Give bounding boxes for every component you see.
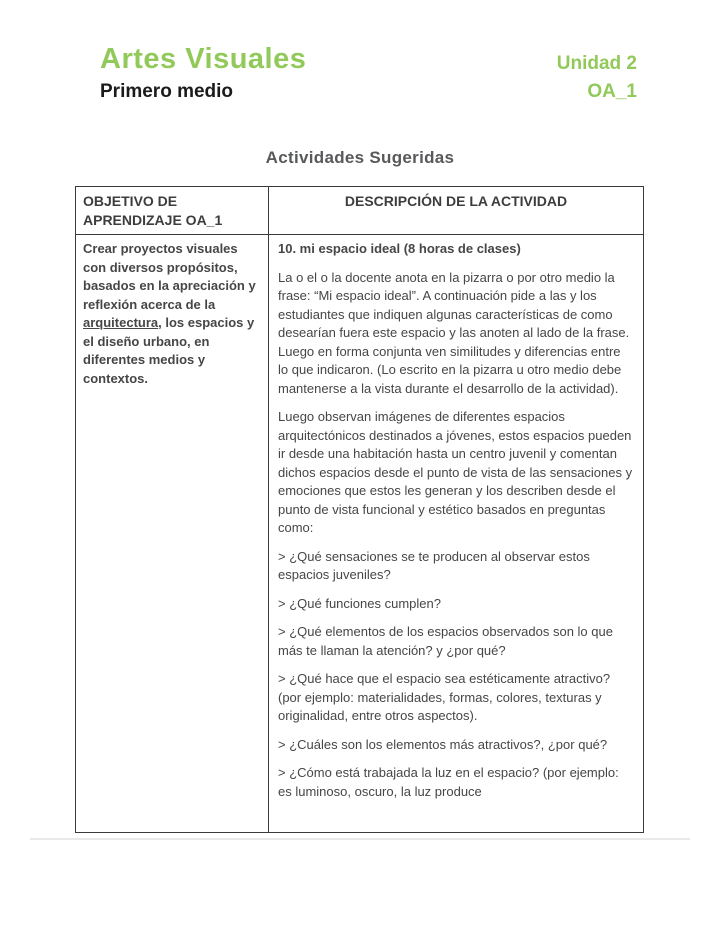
activity-paragraph: La o el o la docente anota en la pizarra o por otro medio la frase: “Mi espacio ideal”. A continuación pide a las y los estudiantes que indiquen algunas características de como desearían fuera este espacio y las anoten al lado de la frase. Luego en forma conjunta ven similitudes y diferencias entre lo que indicaron. (Lo escrito en la pizarra u otro medio debe mantenerse a la vista durante el desarrollo de la actividad). [278,269,630,396]
activity-question: > ¿Cómo está trabajada la luz en el espacio? (por ejemplo: es luminoso, oscuro, la luz produce [278,765,619,799]
activities-table [75,186,644,833]
objective-column-header: OBJETIVO DE APRENDIZAJE OA_1 [76,187,269,235]
table-header-row [76,187,644,235]
objective-cell [76,235,269,833]
activity-question: > ¿Cuáles son los elementos más atractivos?, ¿por qué? [278,736,608,752]
course-title: Artes Visuales [100,43,307,75]
page-break-shadow [30,838,690,840]
description-column-header: DESCRIPCIÓN DE LA ACTIVIDAD [269,187,644,235]
underlined-term: arquitectura [83,315,159,330]
activity-question: > ¿Qué elementos de los espacios observados son lo que más te llaman la atención? y ¿por qué? [278,624,613,658]
section-heading: Actividades Sugeridas [265,148,455,167]
activity-paragraph: Luego observan imágenes de diferentes espacios arquitectónicos destinados a jóvenes, estos espacios pueden ir desde una habitación hasta un centro juvenil y comentan dichos espacios desde el punto de vista de las sensaciones y emociones que estos les generan y los describen desde el punto de vista funcional y estético basados en preguntas como: [278,409,633,535]
objective-text [83,240,261,388]
activity-question: > ¿Qué sensaciones se te producen al observar estos espacios juveniles? [278,548,590,582]
activity-question: > ¿Qué hace que el espacio sea estéticamente atractivo? (por ejemplo: materialidades, formas, colores, texturas y originalidad, entre otros aspectos). [278,671,611,723]
grade-level: Primero medio [100,80,234,102]
unit-label: Unidad 2 [556,53,637,74]
activity-question: > ¿Qué funciones cumplen? [278,595,441,611]
objective-text-after: , los espacios y el diseño urbano, en diferentes medios y contextos. [83,315,255,386]
table-row [76,235,644,833]
header-left [100,44,306,103]
objective-text-before: Crear proyectos visuales con diversos propósitos, basados en la apreciación y reflexión acerca de la [83,241,256,312]
activity-title: 10. mi espacio ideal (8 horas de clases) [278,241,521,256]
document-header [100,44,637,105]
oa-label: OA_1 [587,80,637,102]
description-cell [269,235,644,833]
header-right [557,44,637,105]
